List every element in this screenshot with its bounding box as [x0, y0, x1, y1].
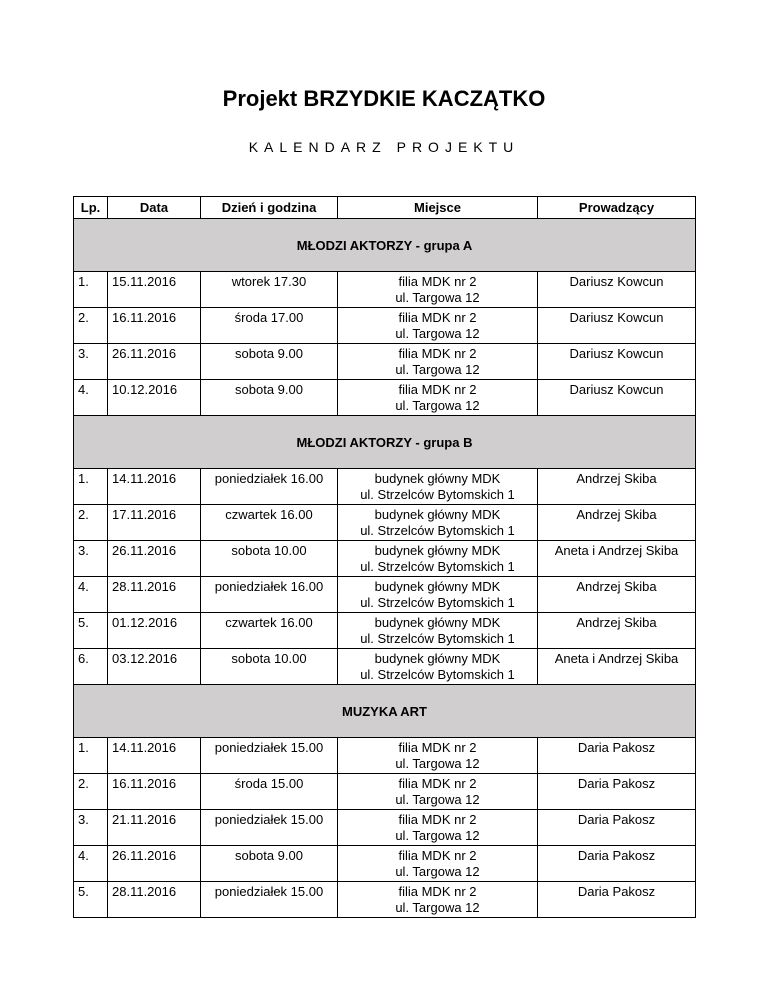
- cell-data: 16.11.2016: [108, 774, 201, 810]
- cell-data: 03.12.2016: [108, 649, 201, 685]
- cell-miejsce: [338, 380, 538, 416]
- group-name: MŁODZI AKTORZY - grupa B: [74, 416, 696, 469]
- cell-miejsce: [338, 738, 538, 774]
- place-line-1: budynek główny MDK: [374, 579, 501, 594]
- group-name: MŁODZI AKTORZY - grupa A: [74, 219, 696, 272]
- cell-dzien: poniedziałek 16.00: [201, 577, 338, 613]
- cell-dzien: sobota 10.00: [201, 649, 338, 685]
- cell-lp: 1.: [74, 469, 108, 505]
- place-line-1: filia MDK nr 2: [398, 776, 477, 791]
- group-header-row: [74, 416, 696, 469]
- cell-dzien: poniedziałek 15.00: [201, 738, 338, 774]
- place-line-2: ul. Targowa 12: [395, 362, 480, 377]
- cell-prowadzacy: Andrzej Skiba: [538, 505, 696, 541]
- cell-lp: 2.: [74, 774, 108, 810]
- cell-prowadzacy: Dariusz Kowcun: [538, 308, 696, 344]
- cell-lp: 4.: [74, 380, 108, 416]
- cell-data: 15.11.2016: [108, 272, 201, 308]
- place-line-1: budynek główny MDK: [374, 471, 501, 486]
- place-line-1: filia MDK nr 2: [398, 740, 477, 755]
- table-row: [74, 577, 696, 613]
- table-row: [74, 380, 696, 416]
- table-row: [74, 882, 696, 918]
- cell-miejsce: [338, 541, 538, 577]
- place-line-1: budynek główny MDK: [374, 507, 501, 522]
- cell-prowadzacy: Daria Pakosz: [538, 774, 696, 810]
- cell-lp: 5.: [74, 613, 108, 649]
- cell-lp: 3.: [74, 810, 108, 846]
- cell-prowadzacy: Daria Pakosz: [538, 882, 696, 918]
- place-line-2: ul. Strzelców Bytomskich 1: [360, 631, 515, 646]
- cell-data: 28.11.2016: [108, 882, 201, 918]
- table-header-row: [74, 197, 696, 219]
- place-line-2: ul. Targowa 12: [395, 828, 480, 843]
- cell-miejsce: [338, 344, 538, 380]
- place-line-1: filia MDK nr 2: [398, 382, 477, 397]
- place-line-1: filia MDK nr 2: [398, 884, 477, 899]
- cell-dzien: środa 15.00: [201, 774, 338, 810]
- cell-miejsce: [338, 649, 538, 685]
- place-line-1: filia MDK nr 2: [398, 274, 477, 289]
- calendar-body: [74, 219, 696, 918]
- place-line-1: filia MDK nr 2: [398, 346, 477, 361]
- table-row: [74, 738, 696, 774]
- cell-dzien: wtorek 17.30: [201, 272, 338, 308]
- group-header-row: [74, 219, 696, 272]
- cell-dzien: czwartek 16.00: [201, 505, 338, 541]
- table-row: [74, 469, 696, 505]
- cell-lp: 6.: [74, 649, 108, 685]
- cell-lp: 3.: [74, 344, 108, 380]
- cell-prowadzacy: Andrzej Skiba: [538, 469, 696, 505]
- cell-miejsce: [338, 774, 538, 810]
- cell-dzien: środa 17.00: [201, 308, 338, 344]
- cell-miejsce: [338, 613, 538, 649]
- table-row: [74, 541, 696, 577]
- place-line-1: budynek główny MDK: [374, 543, 501, 558]
- calendar-table: [73, 196, 696, 918]
- cell-lp: 4.: [74, 577, 108, 613]
- place-line-2: ul. Strzelców Bytomskich 1: [360, 523, 515, 538]
- header-prowadzacy: Prowadzący: [538, 197, 696, 219]
- cell-dzien: czwartek 16.00: [201, 613, 338, 649]
- place-line-2: ul. Strzelców Bytomskich 1: [360, 595, 515, 610]
- cell-lp: 1.: [74, 272, 108, 308]
- cell-prowadzacy: Daria Pakosz: [538, 846, 696, 882]
- cell-prowadzacy: Andrzej Skiba: [538, 613, 696, 649]
- cell-data: 14.11.2016: [108, 469, 201, 505]
- cell-data: 21.11.2016: [108, 810, 201, 846]
- cell-dzien: sobota 9.00: [201, 380, 338, 416]
- cell-lp: 4.: [74, 846, 108, 882]
- table-row: [74, 272, 696, 308]
- header-data: Data: [108, 197, 201, 219]
- cell-dzien: poniedziałek 16.00: [201, 469, 338, 505]
- table-row: [74, 846, 696, 882]
- cell-lp: 1.: [74, 738, 108, 774]
- cell-prowadzacy: Dariusz Kowcun: [538, 380, 696, 416]
- place-line-2: ul. Targowa 12: [395, 290, 480, 305]
- place-line-1: budynek główny MDK: [374, 651, 501, 666]
- cell-dzien: poniedziałek 15.00: [201, 882, 338, 918]
- place-line-1: budynek główny MDK: [374, 615, 501, 630]
- cell-miejsce: [338, 846, 538, 882]
- table-row: [74, 344, 696, 380]
- cell-dzien: sobota 9.00: [201, 846, 338, 882]
- header-lp: Lp.: [74, 197, 108, 219]
- cell-data: 10.12.2016: [108, 380, 201, 416]
- table-row: [74, 810, 696, 846]
- place-line-1: filia MDK nr 2: [398, 848, 477, 863]
- table-row: [74, 308, 696, 344]
- place-line-2: ul. Targowa 12: [395, 398, 480, 413]
- place-line-2: ul. Targowa 12: [395, 756, 480, 771]
- document-title: Projekt BRZYDKIE KACZĄTKO: [222, 86, 546, 111]
- table-row: [74, 613, 696, 649]
- cell-lp: 5.: [74, 882, 108, 918]
- cell-prowadzacy: Aneta i Andrzej Skiba: [538, 649, 696, 685]
- cell-miejsce: [338, 882, 538, 918]
- document-subtitle: KALENDARZ PROJEKTU: [248, 139, 520, 155]
- place-line-2: ul. Targowa 12: [395, 792, 480, 807]
- place-line-2: ul. Strzelców Bytomskich 1: [360, 559, 515, 574]
- group-header-row: [74, 685, 696, 738]
- cell-prowadzacy: Aneta i Andrzej Skiba: [538, 541, 696, 577]
- table-row: [74, 649, 696, 685]
- cell-prowadzacy: Dariusz Kowcun: [538, 344, 696, 380]
- place-line-2: ul. Targowa 12: [395, 900, 480, 915]
- cell-data: 14.11.2016: [108, 738, 201, 774]
- place-line-1: filia MDK nr 2: [398, 310, 477, 325]
- cell-lp: 2.: [74, 505, 108, 541]
- cell-dzien: sobota 9.00: [201, 344, 338, 380]
- cell-data: 16.11.2016: [108, 308, 201, 344]
- cell-miejsce: [338, 469, 538, 505]
- cell-prowadzacy: Dariusz Kowcun: [538, 272, 696, 308]
- cell-data: 26.11.2016: [108, 846, 201, 882]
- cell-prowadzacy: Daria Pakosz: [538, 810, 696, 846]
- cell-data: 17.11.2016: [108, 505, 201, 541]
- cell-prowadzacy: Andrzej Skiba: [538, 577, 696, 613]
- cell-data: 26.11.2016: [108, 541, 201, 577]
- cell-miejsce: [338, 810, 538, 846]
- group-name: MUZYKA ART: [74, 685, 696, 738]
- cell-miejsce: [338, 272, 538, 308]
- cell-prowadzacy: Daria Pakosz: [538, 738, 696, 774]
- header-dzien: Dzień i godzina: [201, 197, 338, 219]
- cell-data: 01.12.2016: [108, 613, 201, 649]
- cell-lp: 3.: [74, 541, 108, 577]
- place-line-2: ul. Targowa 12: [395, 326, 480, 341]
- place-line-2: ul. Strzelców Bytomskich 1: [360, 487, 515, 502]
- place-line-1: filia MDK nr 2: [398, 812, 477, 827]
- cell-dzien: poniedziałek 15.00: [201, 810, 338, 846]
- cell-miejsce: [338, 308, 538, 344]
- cell-dzien: sobota 10.00: [201, 541, 338, 577]
- place-line-2: ul. Targowa 12: [395, 864, 480, 879]
- cell-miejsce: [338, 505, 538, 541]
- table-row: [74, 505, 696, 541]
- table-row: [74, 774, 696, 810]
- cell-lp: 2.: [74, 308, 108, 344]
- place-line-2: ul. Strzelców Bytomskich 1: [360, 667, 515, 682]
- cell-data: 28.11.2016: [108, 577, 201, 613]
- header-miejsce: Miejsce: [338, 197, 538, 219]
- cell-miejsce: [338, 577, 538, 613]
- cell-data: 26.11.2016: [108, 344, 201, 380]
